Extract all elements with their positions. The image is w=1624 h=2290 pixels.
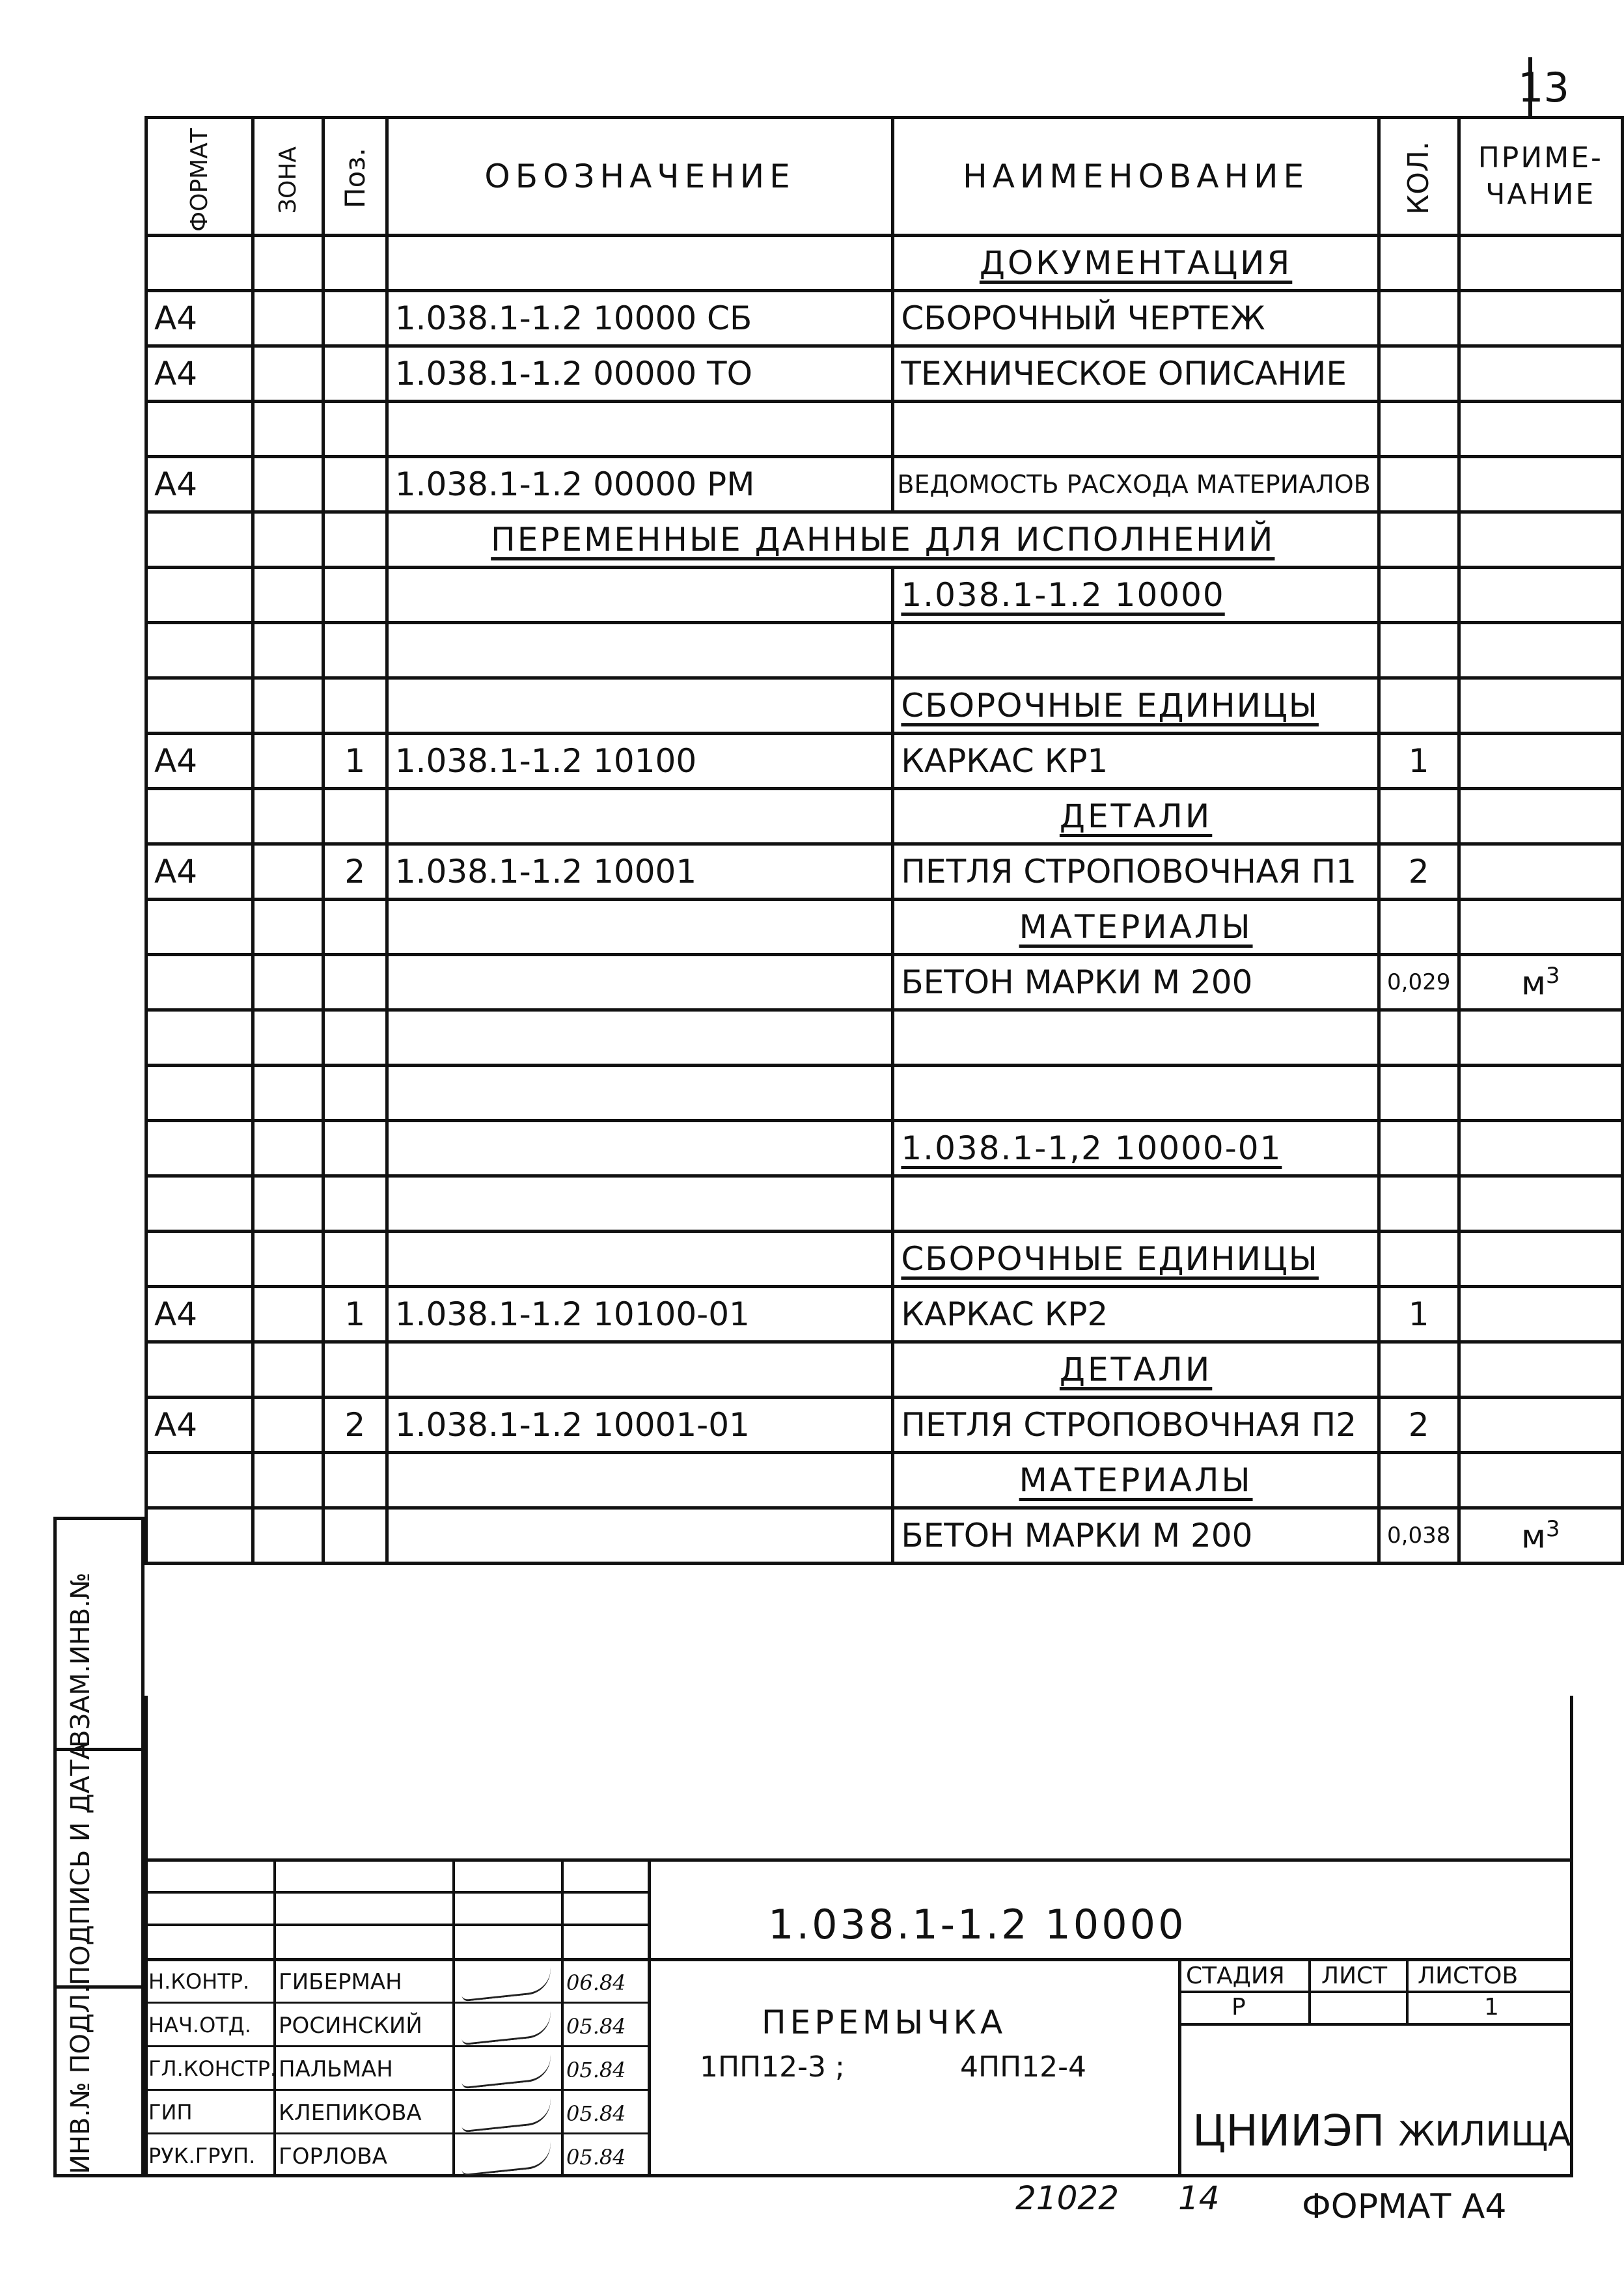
cell-position xyxy=(323,1010,387,1066)
cell-quantity xyxy=(1379,291,1459,346)
cell-format xyxy=(146,955,253,1010)
tb-col-line-3 xyxy=(561,1858,564,2177)
cell-note xyxy=(1459,1342,1622,1398)
cell-name: МАТЕРИАЛЫ xyxy=(893,1453,1379,1508)
cell-format xyxy=(146,900,253,955)
cell-zone xyxy=(253,1176,323,1232)
signer-name: ГИБЕРМАН xyxy=(279,1969,402,1995)
cell-position xyxy=(323,1176,387,1232)
cell-name xyxy=(893,1010,1379,1066)
cell-zone xyxy=(253,1121,323,1176)
cell-zone xyxy=(253,1342,323,1398)
cell-zone xyxy=(253,844,323,900)
cell-designation xyxy=(387,955,893,1010)
cell-quantity xyxy=(1379,1121,1459,1176)
cell-designation xyxy=(387,1508,893,1564)
cell-quantity xyxy=(1379,1342,1459,1398)
cell-quantity xyxy=(1379,236,1459,291)
cell-note xyxy=(1459,1232,1622,1287)
cell-zone xyxy=(253,789,323,844)
cell-name xyxy=(893,1066,1379,1121)
cell-note xyxy=(1459,1010,1622,1066)
cell-format xyxy=(146,402,253,457)
signer-role: НАЧ.ОТД. xyxy=(148,2013,251,2037)
table-header-row xyxy=(146,118,1623,236)
table-row xyxy=(146,1066,1623,1121)
cell-name: 1.038.1-1,2 10000-01 xyxy=(893,1121,1379,1176)
titleblock-mid-line xyxy=(145,1958,1573,1961)
cell-designation: 1.038.1-1.2 10100-01 xyxy=(387,1287,893,1342)
footer-sheet-number: 14 xyxy=(1178,2179,1220,2217)
cell-name xyxy=(893,623,1379,678)
signature-mark xyxy=(460,1967,553,2002)
cell-position xyxy=(323,1066,387,1121)
signer-role: РУК.ГРУП. xyxy=(148,2144,256,2168)
cell-format: А4 xyxy=(146,1398,253,1453)
cell-quantity: 1 xyxy=(1379,1287,1459,1342)
cell-designation: 1.038.1-1.2 10001-01 xyxy=(387,1398,893,1453)
signer-name: ГОРЛОВА xyxy=(279,2144,387,2170)
cell-designation xyxy=(387,568,893,623)
stage-col-line-1 xyxy=(1308,1958,1311,2023)
cell-designation xyxy=(387,1010,893,1066)
cell-zone xyxy=(253,1398,323,1453)
signer-role: ГИП xyxy=(148,2100,193,2125)
header-name: НАИМЕНОВАНИЕ xyxy=(893,118,1379,236)
cell-note xyxy=(1459,623,1622,678)
header-format: ФОРМАТ xyxy=(146,118,253,236)
cell-zone xyxy=(253,236,323,291)
tb-col-line-1 xyxy=(273,1858,276,2177)
table-row xyxy=(146,1287,1623,1342)
cell-zone xyxy=(253,900,323,955)
revision-row-line-1 xyxy=(145,1891,649,1894)
side-box-vzam xyxy=(53,1517,145,1751)
cell-quantity xyxy=(1379,402,1459,457)
cell-quantity xyxy=(1379,1232,1459,1287)
cell-quantity xyxy=(1379,457,1459,512)
cell-format: А4 xyxy=(146,291,253,346)
cell-note xyxy=(1459,512,1622,568)
cell-quantity: 0,029 xyxy=(1379,955,1459,1010)
frame-right-line xyxy=(1570,1696,1573,2177)
cell-designation xyxy=(387,678,893,734)
cell-position xyxy=(323,1121,387,1176)
signer-row-line xyxy=(145,2045,649,2047)
cell-name: ВЕДОМОСТЬ РАСХОДА МАТЕРИАЛОВ xyxy=(893,457,1379,512)
cell-zone xyxy=(253,955,323,1010)
header-zone: ЗОНА xyxy=(253,118,323,236)
cell-quantity xyxy=(1379,1453,1459,1508)
cell-designation xyxy=(387,1066,893,1121)
sheets-value: 1 xyxy=(1484,1994,1499,2021)
table-row xyxy=(146,844,1623,900)
cell-name: КАРКАС КР2 xyxy=(893,1287,1379,1342)
cell-name: БЕТОН МАРКИ М 200 xyxy=(893,955,1379,1010)
cell-quantity: 1 xyxy=(1379,734,1459,789)
signature-mark xyxy=(460,2054,553,2089)
cell-zone xyxy=(253,678,323,734)
side-label-inv: ИНВ.№ ПОДЛ. xyxy=(66,1985,96,2174)
cell-zone xyxy=(253,1232,323,1287)
signer-date: 05.84 xyxy=(566,2145,626,2170)
table-row xyxy=(146,900,1623,955)
header-quantity: КОЛ. xyxy=(1379,118,1459,236)
cell-quantity xyxy=(1379,1010,1459,1066)
cell-format xyxy=(146,512,253,568)
cell-position xyxy=(323,1453,387,1508)
cell-zone xyxy=(253,346,323,402)
cell-zone xyxy=(253,457,323,512)
cell-position xyxy=(323,236,387,291)
stage-value-line xyxy=(1178,2023,1573,2026)
cell-designation xyxy=(387,789,893,844)
cell-position: 1 xyxy=(323,734,387,789)
table-row xyxy=(146,734,1623,789)
cell-zone xyxy=(253,734,323,789)
signer-date: 06.84 xyxy=(566,1970,626,1995)
specification-table xyxy=(145,116,1624,1565)
cell-note xyxy=(1459,291,1622,346)
signer-role: Н.КОНТР. xyxy=(148,1969,250,1994)
cell-name: СБОРОЧНЫЕ ЕДИНИЦЫ xyxy=(893,1232,1379,1287)
side-label-podpis: ПОДПИСЬ И ДАТА xyxy=(66,1742,96,1985)
titleblock-name: ПЕРЕМЫЧКА xyxy=(762,2004,1007,2041)
cell-designation xyxy=(387,1232,893,1287)
cell-name: СБОРОЧНЫЙ ЧЕРТЕЖ xyxy=(893,291,1379,346)
tb-col-line-4 xyxy=(648,1858,651,2177)
stage-value: Р xyxy=(1232,1994,1246,2021)
cell-designation xyxy=(387,1121,893,1176)
revision-row-line-2 xyxy=(145,1924,649,1926)
signature-mark xyxy=(460,2011,553,2045)
cell-position xyxy=(323,457,387,512)
cell-section-title: ПЕРЕМЕННЫЕ ДАННЫЕ ДЛЯ ИСПОЛНЕНИЙ xyxy=(387,512,1379,568)
cell-note xyxy=(1459,1453,1622,1508)
cell-format: А4 xyxy=(146,734,253,789)
cell-note xyxy=(1459,346,1622,402)
cell-name: ДОКУМЕНТАЦИЯ xyxy=(893,236,1379,291)
cell-designation: 1.038.1-1.2 10001 xyxy=(387,844,893,900)
cell-name xyxy=(893,402,1379,457)
cell-format xyxy=(146,1010,253,1066)
signature-mark xyxy=(460,2098,553,2132)
cell-position xyxy=(323,512,387,568)
cell-zone xyxy=(253,291,323,346)
table-row xyxy=(146,623,1623,678)
cell-zone xyxy=(253,1287,323,1342)
header-designation: ОБОЗНАЧЕНИЕ xyxy=(387,118,893,236)
stage-col-line-2 xyxy=(1406,1958,1409,2023)
cell-position xyxy=(323,789,387,844)
signer-date: 05.84 xyxy=(566,2014,626,2039)
cell-quantity xyxy=(1379,1176,1459,1232)
cell-note xyxy=(1459,402,1622,457)
cell-position xyxy=(323,900,387,955)
cell-note xyxy=(1459,844,1622,900)
cell-zone xyxy=(253,1508,323,1564)
cell-quantity: 0,038 xyxy=(1379,1508,1459,1564)
cell-quantity xyxy=(1379,1066,1459,1121)
organization-name: ЦНИИЭП ЖИЛИЩА xyxy=(1192,2106,1571,2156)
cell-note xyxy=(1459,734,1622,789)
cell-format: А4 xyxy=(146,346,253,402)
cell-format xyxy=(146,678,253,734)
table-row xyxy=(146,1232,1623,1287)
cell-format: А4 xyxy=(146,457,253,512)
cell-zone xyxy=(253,402,323,457)
sheet-label: ЛИСТ xyxy=(1321,1963,1388,1989)
cell-format xyxy=(146,236,253,291)
cell-note xyxy=(1459,1176,1622,1232)
cell-quantity xyxy=(1379,623,1459,678)
cell-position xyxy=(323,402,387,457)
signer-row-line xyxy=(145,2089,649,2091)
cell-zone xyxy=(253,568,323,623)
cell-position xyxy=(323,1342,387,1398)
cell-name: ПЕТЛЯ СТРОПОВОЧНАЯ П1 xyxy=(893,844,1379,900)
cell-note: $м^3$ xyxy=(1459,955,1622,1010)
cell-format xyxy=(146,789,253,844)
cell-designation xyxy=(387,236,893,291)
cell-format: А4 xyxy=(146,1287,253,1342)
footer-doc-number: 21022 xyxy=(1015,2179,1120,2217)
cell-zone xyxy=(253,1010,323,1066)
stage-label: СТАДИЯ xyxy=(1186,1963,1285,1989)
cell-zone xyxy=(253,512,323,568)
side-label-vzam: ВЗАМ.ИНВ.№ xyxy=(66,1572,96,1748)
cell-position xyxy=(323,678,387,734)
cell-format: А4 xyxy=(146,844,253,900)
table-row xyxy=(146,1176,1623,1232)
table-row xyxy=(146,1398,1623,1453)
signer-name: ПАЛЬМАН xyxy=(279,2056,393,2082)
cell-format xyxy=(146,1453,253,1508)
cell-quantity xyxy=(1379,568,1459,623)
cell-quantity xyxy=(1379,789,1459,844)
cell-designation: 1.038.1-1.2 00000 ТО xyxy=(387,346,893,402)
cell-zone xyxy=(253,1453,323,1508)
cell-format xyxy=(146,1232,253,1287)
cell-note xyxy=(1459,1066,1622,1121)
cell-quantity xyxy=(1379,900,1459,955)
cell-quantity: 2 xyxy=(1379,844,1459,900)
cell-note xyxy=(1459,789,1622,844)
cell-note xyxy=(1459,900,1622,955)
stage-header-line xyxy=(1178,1991,1573,1993)
cell-note xyxy=(1459,1287,1622,1342)
cell-designation: 1.038.1-1.2 10000 СБ xyxy=(387,291,893,346)
cell-quantity xyxy=(1379,346,1459,402)
cell-name: ДЕТАЛИ xyxy=(893,1342,1379,1398)
cell-format xyxy=(146,623,253,678)
cell-note xyxy=(1459,678,1622,734)
cell-designation xyxy=(387,1453,893,1508)
cell-name: 1.038.1-1.2 10000 xyxy=(893,568,1379,623)
cell-designation: 1.038.1-1.2 10100 xyxy=(387,734,893,789)
cell-position xyxy=(323,1232,387,1287)
table-row xyxy=(146,512,1623,568)
cell-designation: 1.038.1-1.2 00000 РМ xyxy=(387,457,893,512)
signer-date: 05.84 xyxy=(566,2058,626,2082)
cell-format xyxy=(146,1066,253,1121)
cell-name: БЕТОН МАРКИ М 200 xyxy=(893,1508,1379,1564)
table-row xyxy=(146,236,1623,291)
cell-name: ДЕТАЛИ xyxy=(893,789,1379,844)
titleblock-top-line xyxy=(145,1858,1573,1862)
cell-position xyxy=(323,623,387,678)
cell-name: КАРКАС КР1 xyxy=(893,734,1379,789)
side-box-podpis xyxy=(53,1742,145,1989)
cell-zone xyxy=(253,1066,323,1121)
cell-note: $м^3$ xyxy=(1459,1508,1622,1564)
cell-name: СБОРОЧНЫЕ ЕДИНИЦЫ xyxy=(893,678,1379,734)
cell-position: 2 xyxy=(323,844,387,900)
cell-position: 1 xyxy=(323,1287,387,1342)
cell-format xyxy=(146,1342,253,1398)
cell-name: ПЕТЛЯ СТРОПОВОЧНАЯ П2 xyxy=(893,1398,1379,1453)
table-row xyxy=(146,1453,1623,1508)
cell-name xyxy=(893,1176,1379,1232)
signer-role: ГЛ.КОНСТР. xyxy=(148,2056,277,2081)
header-position: Поз. xyxy=(323,118,387,236)
frame-left-line xyxy=(145,1696,148,2177)
cell-quantity xyxy=(1379,678,1459,734)
cell-format xyxy=(146,1176,253,1232)
cell-note xyxy=(1459,1398,1622,1453)
cell-position xyxy=(323,955,387,1010)
cell-position xyxy=(323,1508,387,1564)
signer-date: 05.84 xyxy=(566,2101,626,2126)
table-row xyxy=(146,1342,1623,1398)
header-note: ПРИМЕ- ЧАНИЕ xyxy=(1459,118,1622,236)
table-row xyxy=(146,1508,1623,1564)
cell-designation xyxy=(387,1176,893,1232)
titleblock-variant-b: 4ПП12-4 xyxy=(960,2050,1087,2084)
table-row xyxy=(146,346,1623,402)
specification-body xyxy=(146,236,1623,1564)
table-row xyxy=(146,457,1623,512)
signer-row-line xyxy=(145,2132,649,2134)
cell-note xyxy=(1459,1121,1622,1176)
table-row xyxy=(146,291,1623,346)
cell-quantity xyxy=(1379,512,1459,568)
cell-zone xyxy=(253,623,323,678)
cell-quantity: 2 xyxy=(1379,1398,1459,1453)
cell-designation xyxy=(387,623,893,678)
signature-mark xyxy=(460,2142,553,2176)
cell-note xyxy=(1459,236,1622,291)
table-row xyxy=(146,568,1623,623)
cell-position xyxy=(323,291,387,346)
cell-designation xyxy=(387,402,893,457)
cell-format xyxy=(146,1508,253,1564)
signer-name: РОСИНСКИЙ xyxy=(279,2013,422,2039)
cell-format xyxy=(146,1121,253,1176)
cell-note xyxy=(1459,568,1622,623)
cell-note xyxy=(1459,457,1622,512)
footer-format: ФОРМАТ А4 xyxy=(1302,2187,1507,2226)
side-box-inv xyxy=(53,1985,145,2177)
page-number: 13 xyxy=(1518,64,1569,111)
cell-position xyxy=(323,568,387,623)
table-row xyxy=(146,402,1623,457)
cell-name: ТЕХНИЧЕСКОЕ ОПИСАНИЕ xyxy=(893,346,1379,402)
table-row xyxy=(146,955,1623,1010)
cell-designation xyxy=(387,1342,893,1398)
cell-designation xyxy=(387,900,893,955)
signer-name: КЛЕПИКОВА xyxy=(279,2100,422,2126)
table-row xyxy=(146,1010,1623,1066)
cell-position: 2 xyxy=(323,1398,387,1453)
cell-name: МАТЕРИАЛЫ xyxy=(893,900,1379,955)
titleblock-designation: 1.038.1-1.2 10000 xyxy=(768,1901,1187,1948)
table-row xyxy=(146,678,1623,734)
sheets-label: ЛИСТОВ xyxy=(1418,1963,1519,1989)
frame-bottom-line xyxy=(145,2174,1573,2177)
table-row xyxy=(146,1121,1623,1176)
cell-format xyxy=(146,568,253,623)
signer-row-line xyxy=(145,2002,649,2004)
table-row xyxy=(146,789,1623,844)
tb-col-line-2 xyxy=(452,1858,455,2177)
cell-position xyxy=(323,346,387,402)
titleblock-variant-a: 1ПП12-3 ; xyxy=(700,2050,845,2084)
